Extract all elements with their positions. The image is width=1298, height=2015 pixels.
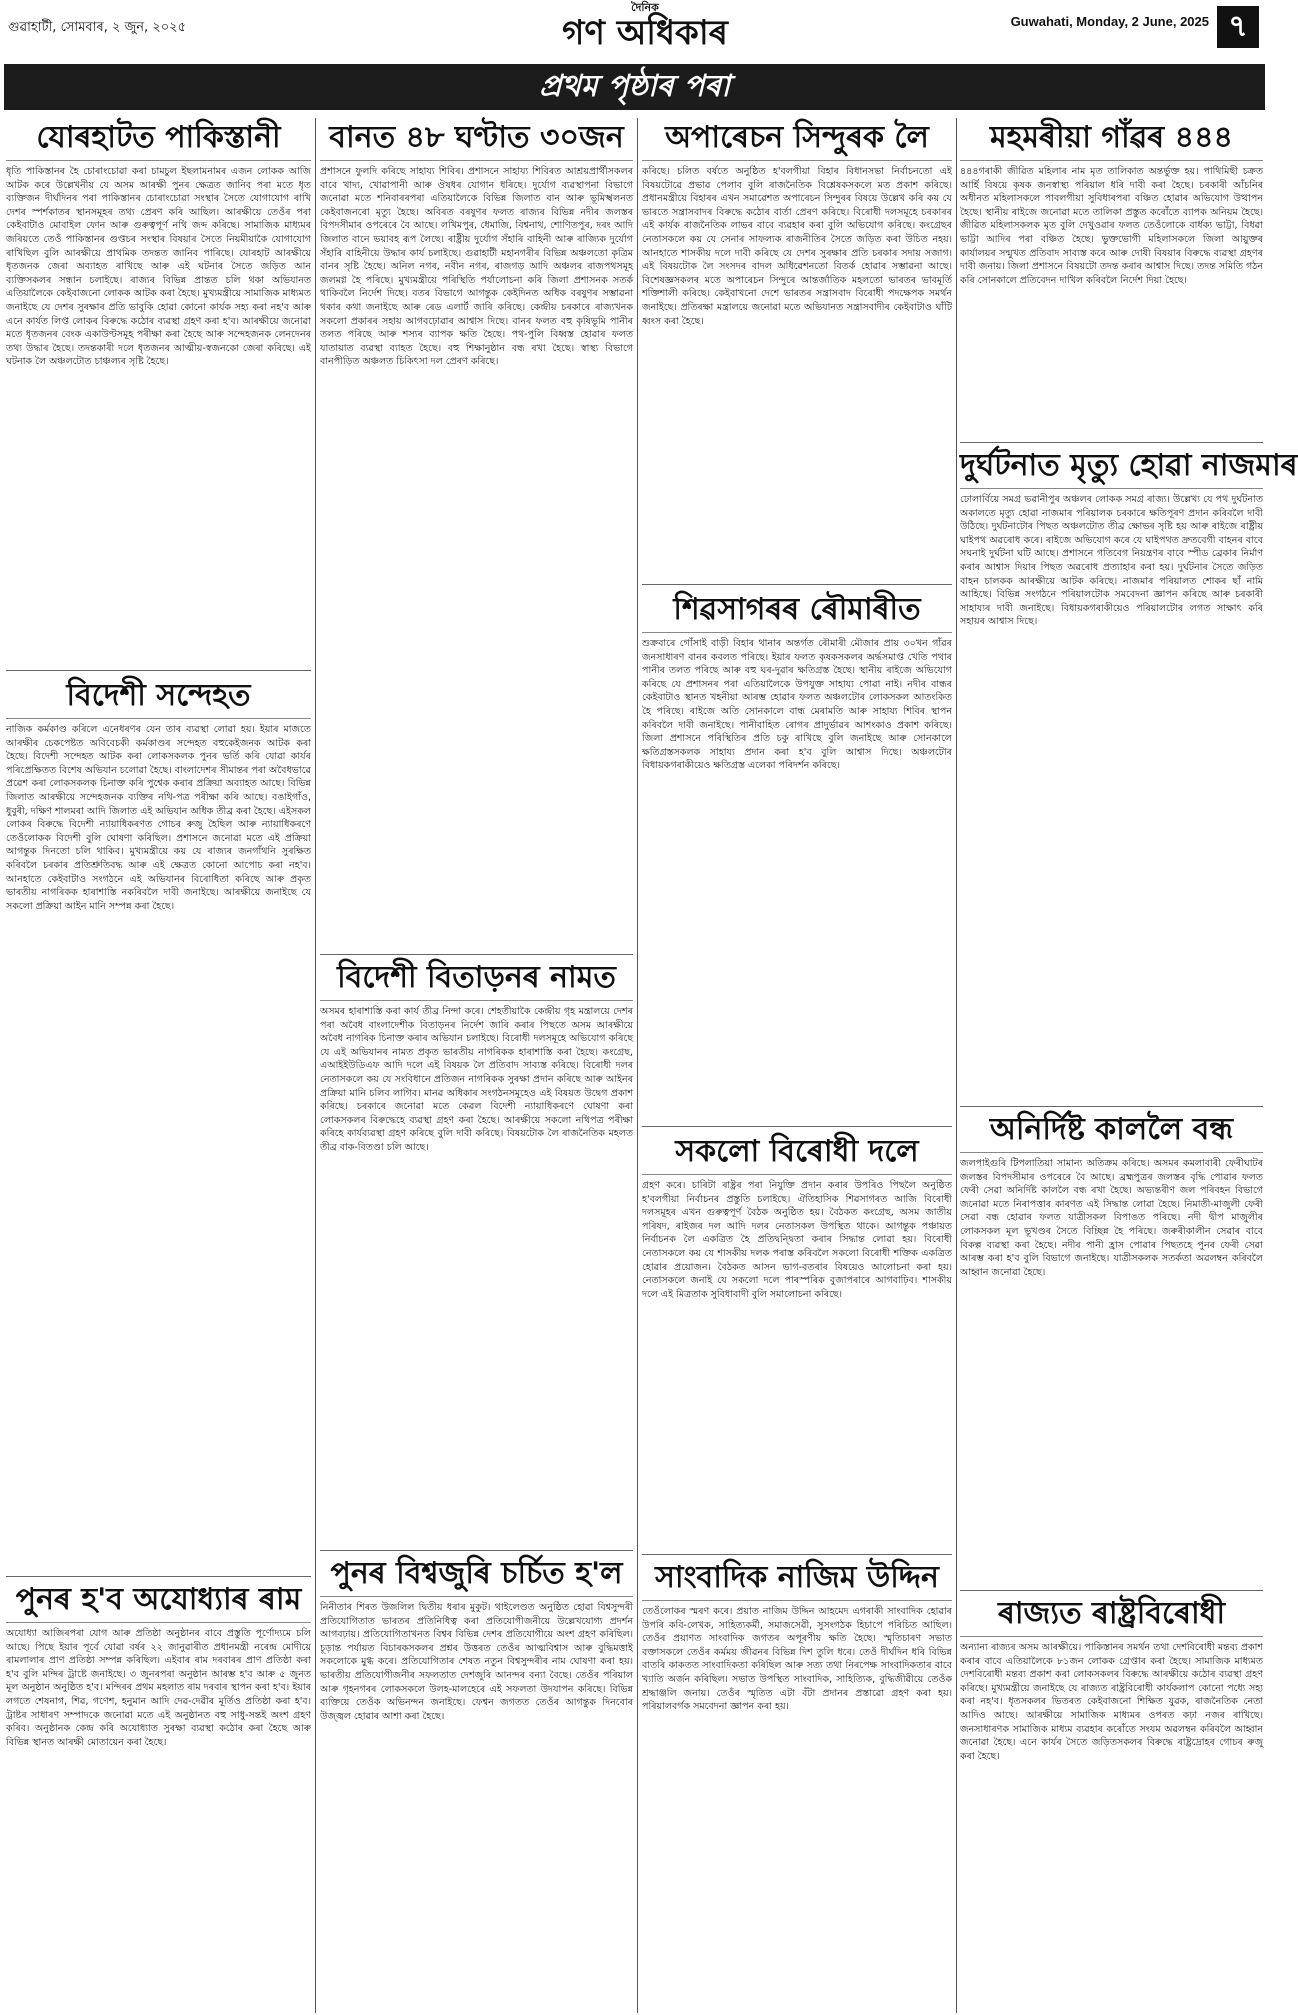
article-sivasagar-roumari (642, 590, 952, 1190)
article-body: অন্যান্য ৰাজ্যৰ অসম আৰক্ষীয়ে। পাকিস্তানৰ সমৰ্থন তথা দেশবিৰোধী মন্তব্য প্ৰকাশ কৰাৰ বাবে এতিয়ালৈকে ৮১জন লোকক গ্ৰেপ্তাৰ কৰা হৈছে। সামাজিক মাধ্যমত দেশবিৰোধী মন্তব্য প্ৰকাশ কৰা লোকসকলৰ বিৰুদ্ধে আৰক্ষীয়ে কঠোৰ ব্যৱস্থা গ্ৰহণ কৰিছে। মুখ্যমন্ত্ৰীয়ে জনাইছে যে ৰাজ্যত ৰাষ্ট্ৰবিৰোধী কাৰ্যকলাপ কোনো পধ্যে সহ্য কৰা নহ'ব। ধৃতসকলৰ ভিতৰত কেইবাজনো শিক্ষিত যুৱক, ৰাজনৈতিক নেতা আদিও আছে। আৰক্ষীয়ে সামাজিক মাধ্যমৰ ওপৰত কঢ়া নজৰ ৰাখিছে। জনসাধাৰণক সামাজিক মাধ্যম ব্যৱহাৰ কৰোঁতে সংযম অৱলম্বন কৰিবলৈ আহ্বান জনোৱা হৈছে। এনে কাৰ্যৰ সৈতে জড়িতসকলৰ বিৰুদ্ধে ৰাষ্ট্ৰদ্ৰোহৰ গোচৰ ৰুজু কৰা হৈছে। (960, 1642, 1263, 1762)
column-3 (642, 118, 952, 2013)
date-english: Guwahati, Monday, 2 June, 2025 (1010, 14, 1209, 29)
article-body: ৪৪৪গৰাকী জীৱিত মহিলাৰ নাম মৃত তালিকাত অন্তৰ্ভুক্ত হয়। পাথিমিছী চক্ৰত আৰ্হি বিষয়ে কৃষক জনস্বাস্থ্য পৰিয়াল ধৰি দাবী কৰা হৈছে। চৰকাৰী আঁচনিৰ অধীনত মহিলাসকলে পাবলগীয়া সুবিধাৰপৰা বঞ্চিত হোৱাৰ অভিযোগ উত্থাপন হৈছে। স্থানীয় ৰাইজে জনোৱা মতে তালিকা প্ৰস্তুত কৰোঁতে ব্যাপক অনিয়ম হৈছে। জীৱিত মহিলাসকলক মৃত বুলি দেখুওৱাৰ ফলত তেওঁলোকে বাৰ্ধক্য ভাট্টা, বিধৱা ভাট্টা আদিৰ পৰা বঞ্চিত হৈছে। ভুক্তভোগী মহিলাসকলে জিলা আয়ুক্তৰ কাৰ্যালয়ৰ সন্মুখত প্ৰতিবাদ সাব্যস্ত কৰে আৰু দোষী বিষয়াৰ বিৰুদ্ধে ব্যৱস্থা গ্ৰহণৰ দাবী জনায়। জিলা প্ৰশাসনে বিষয়টো তদন্ত কৰাৰ আশ্বাস দিছে। তদন্ত সমিতি গঠন কৰি সোনকালে প্ৰতিবেদন দাখিল কৰিবলৈ নিৰ্দেশ দিয়া হৈছে। (960, 166, 1263, 286)
column-divider (637, 118, 638, 2013)
article-pakistani-spy (6, 118, 311, 666)
article-body: অসমৰ হাৰাশাস্তি কৰা কাৰ্য তীব্ৰ নিন্দা কৰে। শেহতীয়াকৈ কেন্দ্ৰীয় গৃহ মন্ত্ৰালয়ে দেশৰ পৰা অবৈধ বাংলাদেশীক বিতাড়নৰ নিৰ্দেশ জাৰি কৰাৰ পিছতে অসম আৰক্ষীয়ে অবৈধ নাগৰিক চিনাক্ত কৰাৰ অভিযান চলাইছে। বিৰোধী দলসমূহে অভিযোগ কৰিছে যে এই অভিযানৰ নামত প্ৰকৃত ভাৰতীয় নাগৰিকক হাৰাশাস্তি কৰা হৈছে। কংগ্ৰেছ, এআইইউডিএফ আদি দলে এই বিষয়ক লৈ প্ৰতিবাদ সাব্যস্ত কৰিছে। বিৰোধী দলৰ নেতাসকলে কয় যে সংবিধানে প্ৰতিজন নাগৰিকক সুৰক্ষা প্ৰদান কৰিছে আৰু আইনৰ প্ৰক্ৰিয়া মানি চলিব লাগিব। মানৱ অধিকাৰ সংগঠনসমূহেও এই বিষয়ত উদ্বেগ প্ৰকাশ কৰিছে। চৰকাৰে জনোৱা মতে কেৱল বিদেশী ন্যায়াধিকৰণে ঘোষণা কৰা লোকসকলৰ বিৰুদ্ধেহে ব্যৱস্থা গ্ৰহণ কৰা হৈছে। আৰক্ষীয়ে সকলো নথিপত্ৰ পৰীক্ষা কৰিহে কাৰ্যব্যৱস্থা গ্ৰহণ কৰিছে বুলি দাবী কৰিছে। বিষয়টোক লৈ ৰাজনৈতিক মহলত তীব্ৰ বাক-বিতণ্ডা চলি আছে। (320, 1006, 633, 1153)
article-headline: বিদেশী বিতাড়নৰ নামত (320, 958, 633, 1001)
article-mahmoria-village (960, 118, 1263, 438)
article-body: তেওঁলোকৰ স্মৰণ কৰে। প্ৰয়াত নাজিম উদ্দিন আহমেদ এগৰাকী সাংবাদিক হোৱাৰ উপৰি কবি-লেখক, সাহিত্যকৰ্মী, সমাজসেৱী, সুসংগঠক হিচাপে পৰিচিত আছিল। তেওঁৰ প্ৰয়াণত সাংবাদিক জগতৰ অপূৰণীয় ক্ষতি হৈছে। স্মৃতিচাৰণ সভাত বক্তাসকলে তেওঁৰ কৰ্মময় জীৱনৰ বিভিন্ন দিশ তুলি ধৰে। তেওঁ দীৰ্ঘদিন ধৰি বিভিন্ন বাতৰি কাকতত সাংবাদিকতা কৰিছিল আৰু সত্য তথা নিৰপেক্ষ সাংবাদিকতাৰ বাবে খ্যাতি অৰ্জন কৰিছিল। সভাত উপস্থিত সাংবাদিক, সাহিত্যিক, বুদ্ধিজীৱীয়ে তেওঁক শ্ৰদ্ধাঞ্জলি জনায়। তেওঁৰ স্মৃতিত এটা বঁটা প্ৰদানৰ প্ৰস্তাৱো গ্ৰহণ কৰা হয়। পৰিয়ালবৰ্গক সমবেদনা জ্ঞাপন কৰা হয়। (642, 1606, 952, 1713)
column-divider (956, 118, 957, 2013)
article-foreigner-deportation (320, 958, 633, 1546)
article-indefinite-closure (960, 1110, 1263, 1585)
article-accident-nazma (960, 446, 1298, 1101)
article-separator (320, 1550, 633, 1551)
logo-title: গণ অধিকাৰ (562, 13, 728, 53)
article-separator (960, 1106, 1263, 1107)
column-2 (320, 118, 633, 2013)
column-divider (315, 118, 316, 2013)
article-body: জলপাইগুৰি টিপলাতিয়া সামান্য অতিক্ৰম কৰিছে। অসমৰ কমলাবাৰী ফেৰীঘাটৰ জলস্তৰ বিপদসীমাৰ ওপৰেৰে বৈ আছে। ব্ৰহ্মপুত্ৰৰ জলস্তৰ বৃদ্ধি পোৱাৰ ফলত ফেৰী সেৱা অনিৰ্দিষ্ট কাললৈ বন্ধ ৰখা হৈছে। অভ্যন্তৰীণ জল পৰিবহন বিভাগে জনোৱা মতে নিৰাপত্তাৰ কাৰণত এই সিদ্ধান্ত লোৱা হৈছে। নিমাতী-মাজুলী ফেৰী সেৱা বন্ধ হোৱাৰ ফলত যাত্ৰীসকল বিপাঙত পৰিছে। নদী দ্বীপ মাজুলীৰ লোকসকল মূল ভূখণ্ডৰ সৈতে বিচ্ছিন্ন হৈ পৰিছে। জৰুৰীকালীন সেৱাৰ বাবে বিকল্প ব্যৱস্থা কৰা হৈছে। নদীৰ পানী হ্ৰাস পোৱাৰ পিছতহে পুনৰ ফেৰী সেৱা আৰম্ভ কৰা হ'ব বুলি বিভাগে জনাইছে। যাত্ৰীসকলক সতৰ্কতা অৱলম্বন কৰিবলৈ আহ্বান জনোৱা হৈছে। (960, 1158, 1263, 1278)
article-headline: বানত ৪৮ ঘণ্টাত ৩০জন (320, 118, 633, 161)
article-separator (960, 1590, 1263, 1591)
article-separator (6, 1576, 311, 1577)
article-headline: শিৱসাগৰৰ ৰৌমাৰীত (642, 590, 952, 633)
article-separator (642, 1554, 952, 1555)
article-body: নাজিক কৰ্মকাণ্ড কৰিলে এনেধৰণৰ যেন তাৰ ব্যৱস্থা লোৱা হয়। ইয়াৰ মাজতে আৰক্ষীৰ চেকপেষ্টত অবিবেচকী কৰ্মকাণ্ডৰ সন্দেহত বহুকেইজনক আটক কৰা হৈছে। বিদেশী সন্দেহত আটক কৰা লোকসকলক পুনৰ ভৰ্তি কৰি যোৱা কাৰ্যৰ পৰিপ্ৰেক্ষিতত বিশেষ অভিযান চলোৱা হৈছে। বাংলাদেশৰ সীমান্তৰ পৰা অবৈধভাৱে প্ৰৱেশ কৰা লোকসকলক চিনাক্ত কৰি পুশ্বেক কৰাৰ প্ৰক্ৰিয়া অব্যাহত আছে। বিভিন্ন জিলাত আৰক্ষীয়ে সন্দেহজনক ব্যক্তিৰ নথি-পত্ৰ পৰীক্ষা কৰি আছে। বঙাইগাঁও, ধুবুৰী, দক্ষিণ শালমৰা আদি জিলাত এই অভিযান অধিক তীব্ৰ কৰা হৈছে। এইসকল লোকৰ বিৰুদ্ধে বিদেশী ন্যায়াধিকৰণত গোচৰ ৰুজু হৈছিল আৰু ন্যায়াধিকৰণে তেওঁলোকক বিদেশী বুলি ঘোষণা কৰিছিল। প্ৰশাসনে জনোৱা মতে এই প্ৰক্ৰিয়া আগন্তুক দিনতো চলি থাকিব। মুখ্যমন্ত্ৰীয়ে কয় যে ৰাজ্যৰ জনগাঁথনি সুৰক্ষিত কৰিবলৈ চৰকাৰ প্ৰতিশ্ৰুতিবদ্ধ আৰু এই ক্ষেত্ৰত কোনো আপোচ কৰা নহ'ব। আনহাতে কেইবাটাও সংগঠনে এই অভিযানৰ বিৰোধিতা কৰিছে আৰু প্ৰকৃত ভাৰতীয় নাগৰিকক হাৰাশাস্তি নকৰিবলৈ দাবী জনাইছে। আৰক্ষীয়ে জনাইছে যে সকলো প্ৰক্ৰিয়া আইন মানি সম্পন্ন কৰা হৈছে। (6, 724, 312, 912)
date-assamese: গুৱাহাটী, সোমবাৰ, ২ জুন, ২০২৫ (8, 20, 187, 35)
column-4 (960, 118, 1298, 2013)
article-body: গ্ৰহণ কৰে। চাৰিটা ৰাষ্ট্ৰৰ পৰা নিযুক্তি প্ৰদান কৰাৰ উপৰিও পিছলৈ অনুষ্ঠিত হ'বলগীয়া নিৰ্বাচনৰ প্ৰস্তুতি চলাইছে। ঐতিহাসিক শিৱসাগৰত আজি বিৰোধী দলসমূহৰ এখন গুৰুত্বপূৰ্ণ বৈঠক অনুষ্ঠিত হয়। বৈঠকত কংগ্ৰেছ, অসম জাতীয় পৰিষদ, ৰাইজৰ দল আদি দলৰ নেতাসকল উপস্থিত থাকে। আগন্তুক পঞ্চায়ত নিৰ্বাচনক লৈ একত্ৰিত হৈ প্ৰতিদ্বন্দ্বিতা কৰাৰ সিদ্ধান্ত লোৱা হয়। বিৰোধী নেতাসকলে কয় যে শাসকীয় দলক পৰাস্ত কৰিবলৈ সকলো বিৰোধী শক্তিক একত্ৰিত হোৱাৰ প্ৰয়োজন। বৈঠকত আসন ভাগ-বতৰাৰ বিষয়েও আলোচনা কৰা হয়। নেতাসকলে জনাই যে সকলো দলে পাৰস্পৰিক বুজাপৰাৰে আগবাঢ়িব। শাসকীয় দলে এই মিত্ৰতাক সুবিধাবাদী বুলি সমালোচনা কৰিছে। (642, 1180, 952, 1300)
article-headline: বিদেশী সন্দেহত (6, 676, 311, 719)
article-headline: ৰাজ্যত ৰাষ্ট্ৰবিৰোধী (960, 1594, 1263, 1637)
article-anti-national (960, 1594, 1263, 2013)
article-headline: সাংবাদিক নাজিম উদ্দিন (642, 1558, 952, 1601)
article-world-beauty (320, 1554, 633, 2013)
article-body: ঢোলাৰ্বিয়ে সমগ্ৰ ভৱানীপুৰ অঞ্চলৰ লোকক সমগ্ৰ ৰাজ্য। উল্লেখ্য যে পথ দুৰ্ঘটনাত অকালতে মৃত্যু হোৱা নাজমাৰ পৰিয়ালক চৰকাৰে ক্ষতিপূৰণ প্ৰদান কৰিবলৈ দাবী উঠিছে। দুৰ্ঘটনাটোৰ পিছত অঞ্চলটোত তীব্ৰ ক্ষোভৰ সৃষ্টি হয় আৰু ৰাইজে ৰাষ্ট্ৰীয় ঘাইপথ অৱৰোধ কৰে। ৰাইজে অভিযোগ কৰে যে ঘাইপথত দ্ৰুতবেগী বাহনৰ বাবে সঘনাই দুৰ্ঘটনা ঘটি আছে। প্ৰশাসনে গতিবেগ নিয়ন্ত্ৰণৰ বাবে স্পীড ব্ৰেকাৰ নিৰ্মাণ কৰাৰ আশ্বাস দিয়াৰ পিছত অৱৰোধ প্ৰত্যাহাৰ কৰা হয়। দুৰ্ঘটনাৰ সৈতে জড়িত বাহন চালকক আৰক্ষীয়ে আটক কৰিছে। নাজমাৰ পৰিয়ালত শোকৰ ছাঁ নামি আহিছে। বিভিন্ন সংগঠনে পৰিয়ালটোক সমবেদনা জ্ঞাপন কৰিছে আৰু চৰকাৰী সাহায্যৰ দাবী জনাইছে। বিধায়কগৰাকীয়েও পৰিয়ালটোৰ লগত সাক্ষাৎ কৰি সহায়ৰ আশ্বাস দিছে। (960, 494, 1263, 628)
article-body: নিনীতাৰ শিৰত উজলিল দ্বিতীয় ধৰাৰ মুকুট। থাইলেণ্ডত অনুষ্ঠিত হোৱা বিশ্বসুন্দৰী প্ৰতিযোগিতাত ভাৰতৰ প্ৰতিনিধিত্ব কৰা প্ৰতিযোগীজনীয়ে উল্লেখযোগ্য প্ৰদৰ্শন আগবঢ়ায়। প্ৰতিযোগিতাখনত বিশ্বৰ বিভিন্ন দেশৰ প্ৰতিযোগীয়ে অংশ গ্ৰহণ কৰিছিল। চূড়ান্ত পৰ্যায়ত বিচাৰকসকলৰ প্ৰশ্নৰ উত্তৰত তেওঁৰ আত্মবিশ্বাস আৰু বুদ্ধিমত্তাই সকলোকে মুগ্ধ কৰে। প্ৰতিযোগিতাৰ শেষত নতুন বিশ্বসুন্দৰীৰ নাম ঘোষণা কৰা হয়। ভাৰতীয় প্ৰতিযোগীজনীৰ সফলতাত দেশজুৰি আনন্দৰ বন্যা বৈছে। তেওঁৰ পৰিয়াল আৰু গৃহনগৰৰ লোকসকলে উলহ-মালহেৰে এই সফলতা উদযাপন কৰিছে। বিভিন্ন ব্যক্তিয়ে তেওঁক অভিনন্দন জনাইছে। ফেশ্বন জগতত তেওঁৰ আগন্তুক দিনবোৰ উজ্জ্বল হোৱাৰ আশা কৰা হৈছে। (320, 1602, 633, 1722)
newspaper-logo (530, 2, 760, 54)
article-flood-deaths (320, 118, 633, 950)
article-headline: মহমৰীয়া গাঁৱৰ ৪৪৪ (960, 118, 1263, 161)
article-headline: অনিৰ্দিষ্ট কাললৈ বন্ধ (960, 1110, 1263, 1153)
article-headline: অপাৰেচন সিন্দুৰক লৈ (642, 118, 952, 161)
article-separator (642, 584, 952, 585)
article-headline: পুনৰ হ'ব অযোধ্যাৰ ৰাম (6, 1580, 311, 1623)
article-headline: যোৰহাটত পাকিস্তানী (6, 118, 311, 161)
section-banner: প্ৰথম পৃষ্ঠাৰ পৰা (4, 64, 1265, 110)
article-body: শুক্ৰবাৰে গোঁসাই বাড়ী বিহাৰ থানাৰ অন্তৰ্গত ৰৌমাৰী মৌজাৰ প্ৰায় ৩০খন গাঁৱৰ জনসাধাৰণ বানৰ কবলত পৰিছে। ইয়াৰ ফলত কৃষকসকলৰ অৰ্দ্ধসমাপ্ত খেতি পথাৰ পানীৰ তলত পৰিছে আৰু বহু ঘৰ-দুৱাৰ ক্ষতিগ্ৰস্ত হৈছে। স্থানীয় ৰাইজে অভিযোগ কৰিছে যে প্ৰশাসনৰ পৰা এতিয়ালৈকে উপযুক্ত সাহায্য পোৱা নাই। নদীৰ বান্ধৰ কেইবাটাও স্থানত খহনীয়া আৰম্ভ হোৱাৰ ফলত অঞ্চলটোৰ লোকসকল আতংকিত হৈ পৰিছে। ৰাইজে অতি সোনকালে বান্ধ মেৰামতি আৰু সাহায্য শিবিৰ স্থাপন কৰিবলৈ দাবী জনাইছে। পানীবাহিত ৰোগৰ প্ৰাদুৰ্ভাৱৰ আশংকাও প্ৰকাশ কৰিছে। জিলা প্ৰশাসনে পৰিস্থিতিৰ প্ৰতি চকু ৰাখিছে বুলি জনাইছে আৰু সোনকালে ক্ষতিগ্ৰস্তসকলক সাহায্য প্ৰদান কৰা হ'ব বুলি আশ্বাস দিছে। অঞ্চলটোৰ বিধায়কগৰাকীয়েও ক্ষতিগ্ৰস্ত এলেকা পৰিদৰ্শন কৰিছে। (642, 638, 952, 772)
article-headline: সকলো বিৰোধী দলে (642, 1132, 952, 1175)
article-ayodhya-ram (6, 1580, 311, 2013)
masthead (0, 0, 1269, 58)
article-separator (6, 670, 311, 671)
article-body: কৰিছে। চলিত বৰ্ষতে অনুষ্ঠিত হ'বলগীয়া বিহাৰ বিধানসভা নিৰ্বাচনতো এই বিষয়টোৱে প্ৰভাৱ পেলাব বুলি ৰাজনৈতিক বিশ্লেষকসকলে মত প্ৰকাশ কৰিছে। প্ৰধানমন্ত্ৰীয়ে বিহাৰৰ এখন সমাৱেশত অপাৰেচন সিন্দুৰৰ বিষয়ে উল্লেখ কৰি কয় যে ভাৰতে সন্ত্ৰাসবাদৰ বিৰুদ্ধে কঠোৰ বাৰ্তা প্ৰেৰণ কৰিছে। বিৰোধী দলসমূহে চৰকাৰৰ এই কাৰ্যক ৰাজনৈতিক লাভৰ বাবে ব্যৱহাৰ কৰা বুলি অভিযোগ কৰিছে। কংগ্ৰেছৰ নেতাসকলে কয় যে সেনাৰ সাফল্যক ৰাজনীতিৰ সৈতে জড়িত কৰা উচিত নহয়। আনহাতে শাসকীয় দলে দাবী কৰিছে যে দেশৰ সুৰক্ষাৰ প্ৰতি চৰকাৰ সদায় সজাগ। এই বিষয়টোক লৈ সংসদৰ বাদল অধিৱেশনতো বিতৰ্ক হোৱাৰ সম্ভাৱনা আছে। বিশেষজ্ঞসকলৰ মতে অপাৰেচন সিন্দুৰে আন্তৰ্জাতিক মহলতো ভাৰতৰ ভাবমূৰ্তি শক্তিশালী কৰিছে। কেইবাখনো দেশে ভাৰতৰ সন্ত্ৰাসবাদ বিৰোধী পদক্ষেপক সমৰ্থন জনাইছে। প্ৰতিৰক্ষা মন্ত্ৰালয়ে জনোৱা মতে অভিযানত সন্ত্ৰাসবাদীৰ কেইবাটাও ঘাঁটি ধ্বংস কৰা হৈছে। (642, 166, 952, 327)
article-body: ধৃতি পাকিস্তানৰ হৈ চোৰাংচোৱা কৰা চামচুল ইছলামনামৰ এজন লোকক আজি আটক কৰে উল্লেখনীয় যে অসম আৰক্ষী পুনৰ ক্ষেত্ৰত জানিব পৰা মতে ধৃত ব্যক্তিজন দীৰ্ঘদিনৰ পৰা পাকিস্তানৰ চোৰাংচোৱা সংস্থাৰ সৈতে যোগাযোগ ৰাখি দেশৰ স্পৰ্শকাতৰ স্থানসমূহৰ তথ্য প্ৰেৰণ কৰি আছিল। আৰক্ষীয়ে তেওঁৰ পৰা কেইবাটাও মোবাইল ফোন আৰু গুৰুত্বপূৰ্ণ নথি জব্দ কৰিছে। সামাজিক মাধ্যমৰ জৰিয়তে তেওঁ পাকিস্তানৰ গুপ্তচৰ সংস্থাৰ বিষয়াৰ সৈতে নিয়মীয়াকৈ যোগাযোগ ৰাখিছিল বুলি আৰক্ষীয়ে প্ৰাথমিক তদন্তত জানিব পাৰিছে। যোৰহাট আৰক্ষীয়ে ধৃতজনক জেৰা অব্যাহত ৰাখিছে আৰু এই ঘটনাৰ সৈতে জড়িত আন ব্যক্তিসকলৰ সন্ধান চলাইছে। ৰাজ্যৰ বিভিন্ন প্ৰান্তত চলি থকা অভিযানত এতিয়ালৈকে কেইবাজনো লোকক আটক কৰা হৈছে। মুখ্যমন্ত্ৰীয়ে সামাজিক মাধ্যমত জনাইছে যে দেশৰ সুৰক্ষাৰ প্ৰতি ভাবুকি হোৱা কোনো কাৰ্যক সহ্য কৰা নহ'ব আৰু এনে কাৰ্যত লিপ্ত লোকৰ বিৰুদ্ধে কঠোৰ ব্যৱস্থা গ্ৰহণ কৰা হ'ব। আৰক্ষীয়ে জনোৱা মতে ধৃতজনৰ বেংক একাউণ্টসমূহ পৰীক্ষা কৰা হৈছে আৰু সন্দেহজনক লেনদেনৰ তথ্য উদ্ধাৰ হৈছে। তদন্তকাৰী দলে ধৃতজনৰ আত্মীয়-স্বজনকো জেৰা কৰিছে। এই ঘটনাক লৈ অঞ্চলটোত চাঞ্চল্যৰ সৃষ্টি হৈছে। (6, 166, 311, 368)
article-journalist-nazim (642, 1558, 952, 2013)
article-separator (320, 954, 633, 955)
article-headline: দুৰ্ঘটনাত মৃত্যু হোৱা নাজমাৰ (960, 446, 1263, 489)
article-separator (642, 1126, 952, 1127)
article-body: প্ৰশাসনে ফুলদি কৰিছে সাহায্য শিবিৰ। প্ৰশাসনে সাহায্য শিবিৰত আশ্ৰয়প্ৰাৰ্থীসকলৰ বাবে খাদ্য, খোৱাপানী আৰু ঔষধৰ যোগান ধৰিছে। দুৰ্যোগ ব্যৱস্থাপনা বিভাগে জনোৱা মতে শনিবাৰৰপৰা এতিয়ালৈকে বিভিন্ন জিলাত বান আৰু ভূমিস্খলনত কেইবাজনৰো মৃত্যু হৈছে। অবিৰত বৰষুণৰ ফলত ৰাজ্যৰ বিভিন্ন নদীৰ জলস্তৰ বিপদসীমাৰ ওপৰেৰে বৈ আছে। লখিমপুৰ, ধেমাজি, বিশ্বনাথ, শোণিতপুৰ, দৰং আদি জিলাত বানে ভয়াবহ ৰূপ লৈছে। ৰাষ্ট্ৰীয় দুৰ্যোগ সঁহাৰি বাহিনী আৰু ৰাজ্যিক দুৰ্যোগ সঁহাৰি বাহিনীয়ে উদ্ধাৰ কাৰ্য চলাইছে। গুৱাহাটী মহানগৰীৰ বিভিন্ন অঞ্চলতো কৃত্ৰিম বানৰ সৃষ্টি হৈছে। অনিল নগৰ, নবীন নগৰ, ৰাজগড় আদি অঞ্চলৰ ৰাজপথসমূহ জলমগ্ন হৈ পৰিছে। মুখ্যমন্ত্ৰীয়ে পৰিস্থিতি পৰ্যালোচনা কৰি জিলা প্ৰশাসনক সতৰ্ক থাকিবলৈ নিৰ্দেশ দিছে। বতৰ বিভাগে আগন্তুক কেইদিনত অধিক বৰষুণৰ সম্ভাৱনা থকাৰ কথা জনাইছে আৰু ৰেড এলাৰ্ট জাৰি কৰিছে। কেন্দ্ৰীয় চৰকাৰে ৰাজ্যখনক সকলো প্ৰকাৰৰ সহায় আগবঢ়োৱাৰ আশ্বাস দিছে। বানৰ ফলত বহু কৃষিভূমি পানীৰ তলত পৰিছে আৰু শস্যৰ ব্যাপক ক্ষতি হৈছে। পথ-পুলি বিধ্বস্ত হোৱাৰ ফলত যাতায়াত ব্যৱস্থা ব্যাহত হৈছে। বহু শিক্ষানুষ্ঠান বন্ধ ৰখা হৈছে। স্বাস্থ্য বিভাগে বানপীড়িত অঞ্চলত চিকিৎসা দল প্ৰেৰণ কৰিছে। (320, 166, 634, 368)
article-headline: পুনৰ বিশ্বজুৰি চৰ্চিত হ'ল (320, 1554, 633, 1597)
article-foreigner-suspect (6, 676, 311, 1672)
article-body: অযোধ্যা আজিৰপৰা যোগ আৰু প্ৰতিষ্ঠা অনুষ্ঠানৰ বাবে প্ৰস্তুতি পূৰ্ণোদ্যমে চলি আছে। পিছে ইয়াৰ পূৰ্বে যোৱা বৰ্ষৰ ২২ জানুৱাৰীত প্ৰধানমন্ত্ৰী নৰেন্দ্ৰ মোদীয়ে ৰামলালাৰ প্ৰাণ প্ৰতিষ্ঠা সম্পন্ন কৰিছিল। এইবাৰ ৰাম দৰবাৰৰ প্ৰাণ প্ৰতিষ্ঠা কৰা হ'ব বুলি মন্দিৰ ট্ৰাষ্টে জনাইছে। ৩ জুনৰপৰা অনুষ্ঠান আৰম্ভ হ'ব আৰু ৫ জুনত মূল অনুষ্ঠান অনুষ্ঠিত হ'ব। মন্দিৰৰ প্ৰথম মহলাত ৰাম দৰবাৰ স্থাপন কৰা হ'ব। ইয়াৰ লগতে শেষনাগ, শিৱ, গণেশ, হনুমান আদি দেৱ-দেৱীৰ মূৰ্তিও প্ৰতিষ্ঠা কৰা হ'ব। ট্ৰাষ্টৰ সাধাৰণ সম্পাদকে জনোৱা মতে এই অনুষ্ঠানত বহু সাধু-সন্তই অংশ গ্ৰহণ কৰিব। অনুষ্ঠানক কেন্দ্ৰ কৰি অযোধ্যাত সুৰক্ষা ব্যৱস্থা কঠোৰ কৰা হৈছে আৰু বিভিন্ন স্থানত আৰক্ষী মোতায়েন কৰা হৈছে। (6, 1628, 311, 1748)
column-1 (6, 118, 311, 2013)
page-number: ৭ (1217, 6, 1259, 48)
logo-subtitle: দৈনিক (631, 1, 659, 14)
article-opposition-parties (642, 1132, 952, 1552)
article-separator (960, 442, 1263, 443)
